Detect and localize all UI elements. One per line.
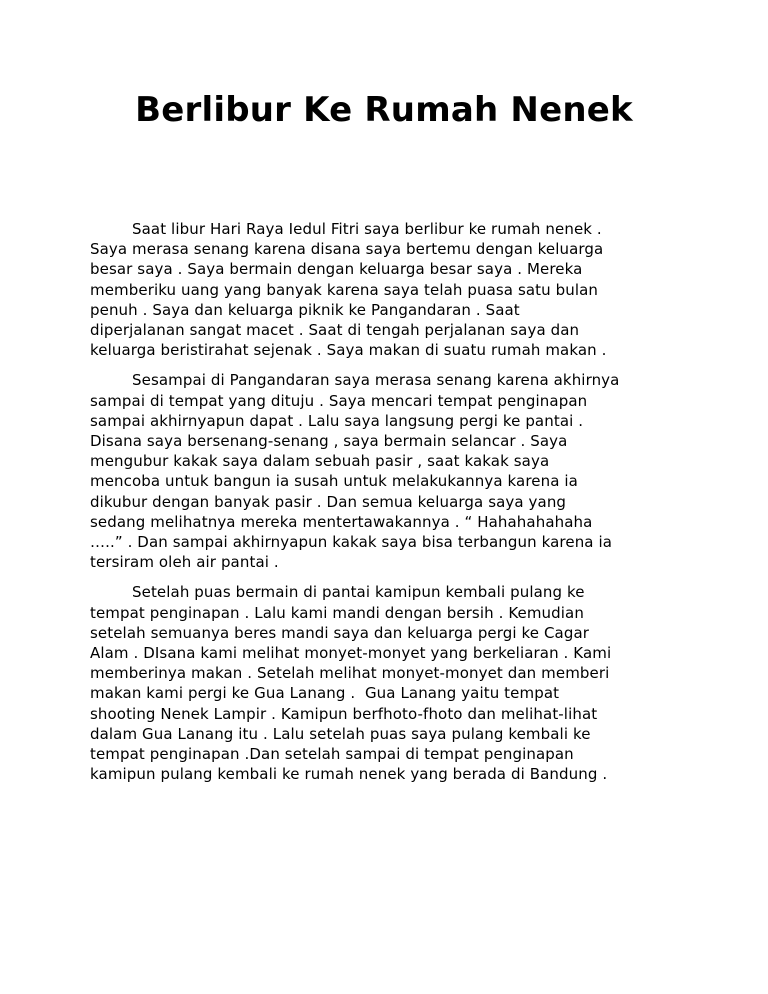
paragraph-line: keluarga beristirahat sejenak . Saya makan di suatu rumah makan . [90,341,607,360]
paragraph-line: dikubur dengan banyak pasir . Dan semua keluarga saya yang [90,492,567,511]
paragraph-line: makan kami pergi ke Gua Lanang . Gua Lanang yaitu tempat [90,684,560,703]
paragraph-line: Saya merasa senang karena disana saya bertemu dengan keluarga [90,240,604,259]
paragraph-line: tersiram oleh air pantai . [90,553,279,572]
paragraph-line: memberinya makan . Setelah melihat monyet-monyet dan memberi [90,664,610,683]
paragraph-line: besar saya . Saya bermain dengan keluarga besar saya . Mereka [90,260,583,279]
paragraph-line: Saat libur Hari Raya Iedul Fitri saya berlibur ke rumah nenek . [132,220,602,238]
paragraph-line: mengubur kakak saya dalam sebuah pasir , saat kakak saya [90,452,550,471]
paragraph-line: Alam . DIsana kami melihat monyet-monyet yang berkeliaran . Kami [90,644,612,663]
paragraph-line: …..” . Dan sampai akhirnyapun kakak saya bisa terbangun karena ia [90,533,613,552]
paragraph-1 [90,219,690,360]
paragraph-line: Setelah puas bermain di pantai kamipun kembali pulang ke [132,583,585,602]
paragraph-line: sampai di tempat yang dituju . Saya mencari tempat penginapan [90,391,588,410]
paragraph-line: Sesampai di Pangandaran saya merasa senang karena akhirnya [132,371,620,390]
paragraph-line: Disana saya bersenang-senang , saya bermain selancar . Saya [90,432,568,451]
paragraph-line: shooting Nenek Lampir . Kamipun berfhoto-fhoto dan melihat-lihat [90,704,598,723]
paragraph-2 [90,370,690,572]
paragraph-line: tempat penginapan .Dan setelah sampai di tempat penginapan [90,745,574,764]
paragraph-line: setelah semuanya beres mandi saya dan keluarga pergi ke Cagar [90,623,590,642]
paragraph-3 [90,582,690,784]
paragraph-line: kamipun pulang kembali ke rumah nenek yang berada di Bandung . [90,765,608,784]
paragraph-line: penuh . Saya dan keluarga piknik ke Pangandaran . Saat [90,300,520,319]
paragraph-line: sampai akhirnyapun dapat . Lalu saya langsung pergi ke pantai . [90,411,584,430]
paragraph-line: dalam Gua Lanang itu . Lalu setelah puas saya pulang kembali ke [90,724,591,743]
paragraph-line: memberiku uang yang banyak karena saya telah puasa satu bulan [90,280,599,299]
paragraph-line: tempat penginapan . Lalu kami mandi dengan bersih . Kemudian [90,603,584,622]
paragraph-line: diperjalanan sangat macet . Saat di tengah perjalanan saya dan [90,321,580,340]
document-body [90,219,690,794]
paragraph-line: mencoba untuk bangun ia susah untuk melakukannya karena ia [90,472,578,491]
paragraph-line: sedang melihatnya mereka mentertawakannya . “ Hahahahahaha [90,512,593,531]
document-title: Berlibur Ke Rumah Nenek [135,90,633,130]
